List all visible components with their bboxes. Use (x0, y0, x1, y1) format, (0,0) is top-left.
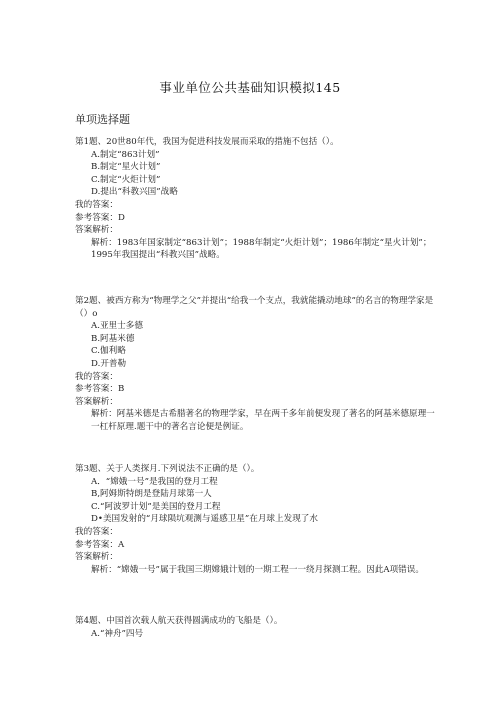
page-title: 事业单位公共基础知识模拟145 (159, 80, 341, 95)
my-answer-label: 我的答案： (75, 199, 118, 210)
analysis-text: 解析：“嫦娥一号”属于我国三期嫦娥计划的一期工程一一绕月探测工程。因此A项错误。 (91, 564, 424, 575)
question-stem: 第1题、20世80年代，我国为促进科技发展而采取的措施不包括（）。 (75, 137, 339, 147)
option-b: B,阿姆斯特朗是登陆月球第一人 (91, 489, 212, 500)
option-a: A.制定“863计划” (91, 149, 160, 160)
option-a: A.亚里士多德 (91, 321, 143, 332)
question-2 (75, 295, 435, 434)
option-d: D.开普勒 (91, 358, 127, 369)
analysis-text: 解析：阿基米德是古希腊著名的物理学家，早在两千多年前便发现了著名的阿基米德原理一一杠杆原理.题干中的著名言论便是例证。 (91, 409, 435, 432)
analysis-text: 解析：1983年国家制定“863计划”；1988年制定“火炬计划”；1986年制定“星火计划”；1995年我国提出“科教兴国”战略。 (91, 237, 432, 261)
reference-answer: 参考答案：D (75, 212, 125, 223)
question-4 (75, 615, 435, 640)
option-c: C.“阿波罗计划”是美国的登月工程 (91, 501, 221, 512)
my-answer-label: 我的答案： (75, 371, 118, 382)
option-a: A．“嫦娥一号”是我国的登月工程 (91, 476, 218, 487)
question-stem: 第4题、中国首次载人航天获得圆满成功的飞船是（）。 (75, 616, 283, 626)
section-heading: 单项选择题 (75, 113, 130, 126)
option-a: A.“神舟”四号 (91, 628, 144, 639)
option-d: D.提出“科教兴国”战略 (91, 187, 178, 198)
question-stem: 第3题、关于人类探月.下列说法不正确的是（）。 (75, 464, 260, 474)
question-1 (75, 136, 435, 262)
option-b: B.制定“星火计划” (91, 162, 161, 173)
option-c: C.伽利略 (91, 346, 126, 357)
analysis-label: 答案解析： (75, 552, 118, 563)
reference-answer: 参考答案：B (75, 384, 125, 395)
option-b: B.阿基米德 (91, 333, 135, 344)
option-d: D•美国发射的“月球陨坑观测与遥感卫星”在月球上发现了水 (91, 514, 318, 525)
analysis-label: 答案解析： (75, 396, 118, 407)
analysis-label: 答案解析： (75, 225, 118, 236)
option-c: C.制定“火炬计划” (91, 174, 161, 185)
my-answer-label: 我的答案： (75, 526, 118, 537)
question-3 (75, 463, 435, 576)
question-stem: 第2题、被西方称为“物理学之父”并提出“给我一个支点，我就能撬动地球”的名言的物理学家是（）o (75, 296, 434, 319)
reference-answer: 参考答案：A (75, 539, 125, 550)
